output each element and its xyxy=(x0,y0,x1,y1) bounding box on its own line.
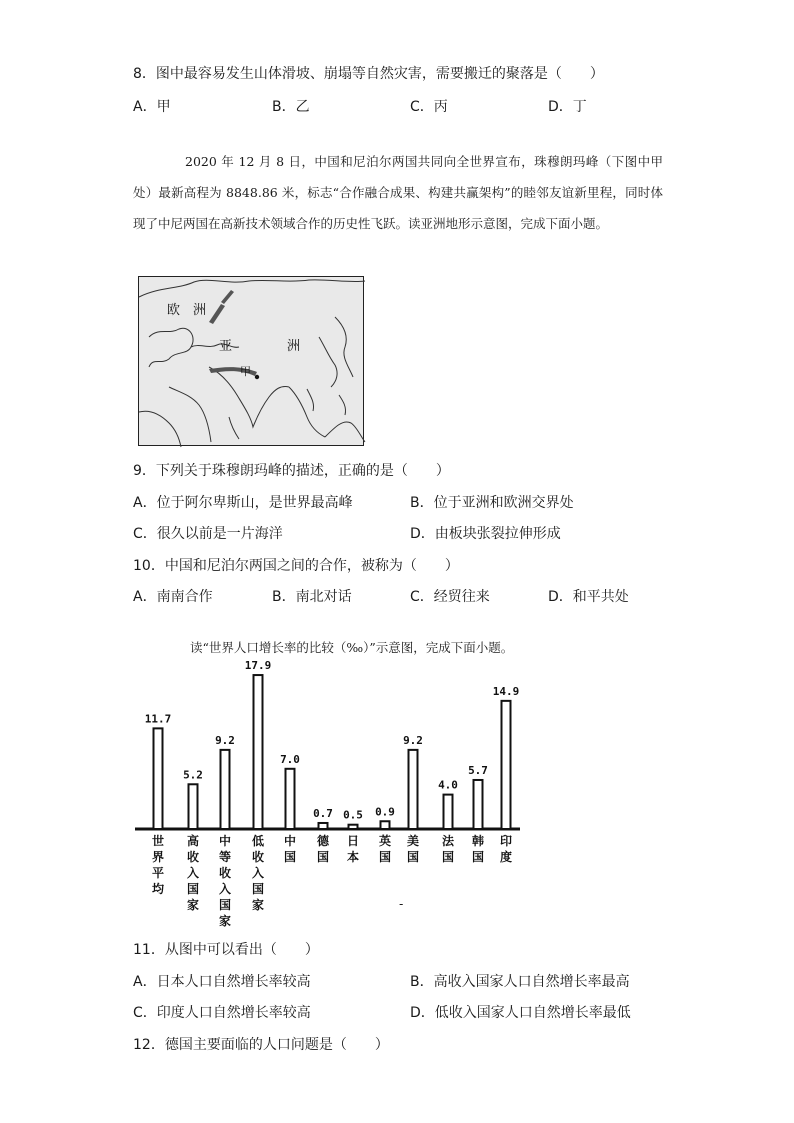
bar-5 xyxy=(286,769,295,829)
category-label-3-char-3: 收 xyxy=(218,866,232,880)
q11-option-b[interactable]: B．高收入国家人口自然增长率最高 xyxy=(410,974,630,990)
value-label-1: 11.7 xyxy=(144,712,172,726)
category-label-2-char-2: 收 xyxy=(186,850,200,864)
stray-dash: - xyxy=(399,897,404,911)
q9-stem: 9．下列关于珠穆朗玛峰的描述，正确的是（ ） xyxy=(133,463,450,479)
category-label-4-char-4: 国 xyxy=(251,882,265,896)
q10-option-d[interactable]: D．和平共处 xyxy=(548,589,629,605)
q11-option-a[interactable]: A．日本人口自然增长率较高 xyxy=(133,974,311,990)
bar-11 xyxy=(474,780,483,829)
category-label-10-char-1: 法 xyxy=(441,834,455,848)
q8-option-a[interactable]: A．甲 xyxy=(133,99,171,115)
bar-10 xyxy=(444,795,453,829)
asia-map xyxy=(138,276,364,446)
category-label-9-char-1: 美 xyxy=(406,834,420,848)
category-label-11-char-1: 韩 xyxy=(471,834,485,848)
population-growth-chart xyxy=(130,659,530,928)
q8-option-b[interactable]: B．乙 xyxy=(272,99,310,115)
value-label-9: 9.2 xyxy=(403,733,423,747)
category-label-1-char-1: 世 xyxy=(151,834,165,848)
category-label-4-char-3: 入 xyxy=(251,866,265,880)
q10-option-a[interactable]: A．南南合作 xyxy=(133,589,213,605)
category-label-6-char-2: 国 xyxy=(316,850,330,864)
category-label-2-char-1: 高 xyxy=(186,834,200,848)
map-label-asia-2: 洲 xyxy=(287,339,301,354)
value-label-11: 5.7 xyxy=(468,763,488,777)
map-label-europe: 欧 洲 xyxy=(167,303,207,318)
q9-option-a[interactable]: A．位于阿尔卑斯山，是世界最高峰 xyxy=(133,495,353,511)
q10-stem: 10．中国和尼泊尔两国之间的合作，被称为（ ） xyxy=(133,558,459,574)
q9-option-c[interactable]: C．很久以前是一片海洋 xyxy=(133,526,283,542)
category-label-4-char-5: 家 xyxy=(251,898,265,912)
category-label-8-char-2: 国 xyxy=(378,850,392,864)
q11-stem: 11．从图中可以看出（ ） xyxy=(133,942,319,958)
category-label-4-char-1: 低 xyxy=(251,834,265,848)
category-label-2-char-4: 国 xyxy=(186,882,200,896)
bar-8 xyxy=(381,821,390,829)
category-label-11-char-2: 国 xyxy=(471,850,485,864)
category-label-2-char-3: 入 xyxy=(186,866,200,880)
category-label-3-char-1: 中 xyxy=(218,834,232,848)
bar-4 xyxy=(254,675,263,829)
value-label-6: 0.7 xyxy=(313,806,333,820)
category-label-5-char-1: 中 xyxy=(283,834,297,848)
passage xyxy=(133,146,663,239)
value-label-12: 14.9 xyxy=(492,684,520,698)
chart-intro: 读“世界人口增长率的比较（‰）”示意图，完成下面小题。 xyxy=(190,640,514,655)
category-label-12-char-2: 度 xyxy=(499,850,513,864)
category-label-1-char-3: 平 xyxy=(151,866,165,880)
bar-chart-svg xyxy=(130,659,530,928)
bar-12 xyxy=(502,701,511,829)
q8-option-c[interactable]: C．丙 xyxy=(410,99,448,115)
category-label-6-char-1: 德 xyxy=(316,834,330,848)
value-label-4: 17.9 xyxy=(244,659,272,673)
value-label-7: 0.5 xyxy=(343,808,363,822)
bar-6 xyxy=(319,823,328,829)
q10-option-b[interactable]: B．南北对话 xyxy=(272,589,352,605)
category-label-5-char-2: 国 xyxy=(283,850,297,864)
bar-1 xyxy=(154,728,163,829)
category-label-1-char-4: 均 xyxy=(151,882,165,896)
category-label-7-char-1: 日 xyxy=(346,834,360,848)
q10-option-c[interactable]: C．经贸往来 xyxy=(410,589,490,605)
q11-option-d[interactable]: D．低收入国家人口自然增长率最低 xyxy=(410,1005,631,1021)
value-label-3: 9.2 xyxy=(215,733,235,747)
category-label-1-char-2: 界 xyxy=(151,850,165,864)
map-label-asia-1: 亚 xyxy=(219,339,233,354)
bar-3 xyxy=(221,750,230,829)
category-label-4-char-2: 收 xyxy=(251,850,265,864)
q8-option-d[interactable]: D．丁 xyxy=(548,99,587,115)
value-label-8: 0.9 xyxy=(375,805,395,819)
q12-stem: 12．德国主要面临的人口问题是（ ） xyxy=(133,1037,389,1053)
category-label-3-char-4: 入 xyxy=(218,882,232,896)
category-label-7-char-2: 本 xyxy=(346,850,360,864)
category-label-12-char-1: 印 xyxy=(499,834,513,848)
value-label-5: 7.0 xyxy=(280,752,300,766)
jia-marker xyxy=(255,375,259,379)
passage-text: 2020 年 12 月 8 日，中国和尼泊尔两国共同向全世界宣布，珠穆朗玛峰（下图中甲处）最新高程为 8848.86 米，标志“合作融合成果、构建共赢架构”的睦邻友谊新里程，同时体现了中尼两国在高新技术领域合作的历史性飞跃。读亚洲地形示意图，完成下面小题。 xyxy=(133,154,663,231)
category-label-2-char-5: 家 xyxy=(186,898,200,912)
category-label-8-char-1: 英 xyxy=(378,834,392,848)
q9-option-d[interactable]: D．由板块张裂拉伸形成 xyxy=(410,526,561,542)
category-label-10-char-2: 国 xyxy=(441,850,455,864)
value-label-10: 4.0 xyxy=(438,778,458,792)
q11-option-c[interactable]: C．印度人口自然增长率较高 xyxy=(133,1005,311,1021)
q9-option-b[interactable]: B．位于亚洲和欧洲交界处 xyxy=(410,495,574,511)
bar-9 xyxy=(409,750,418,829)
bar-7 xyxy=(349,825,358,829)
value-label-2: 5.2 xyxy=(183,768,203,782)
q8-stem: 8．图中最容易发生山体滑坡、崩塌等自然灾害，需要搬迁的聚落是（ ） xyxy=(133,66,604,82)
category-label-3-char-2: 等 xyxy=(218,850,232,864)
category-label-3-char-6: 家 xyxy=(218,914,232,928)
map-label-jia: 甲 xyxy=(240,365,251,378)
bar-2 xyxy=(189,784,198,829)
category-label-3-char-5: 国 xyxy=(218,898,232,912)
category-label-9-char-2: 国 xyxy=(406,850,420,864)
